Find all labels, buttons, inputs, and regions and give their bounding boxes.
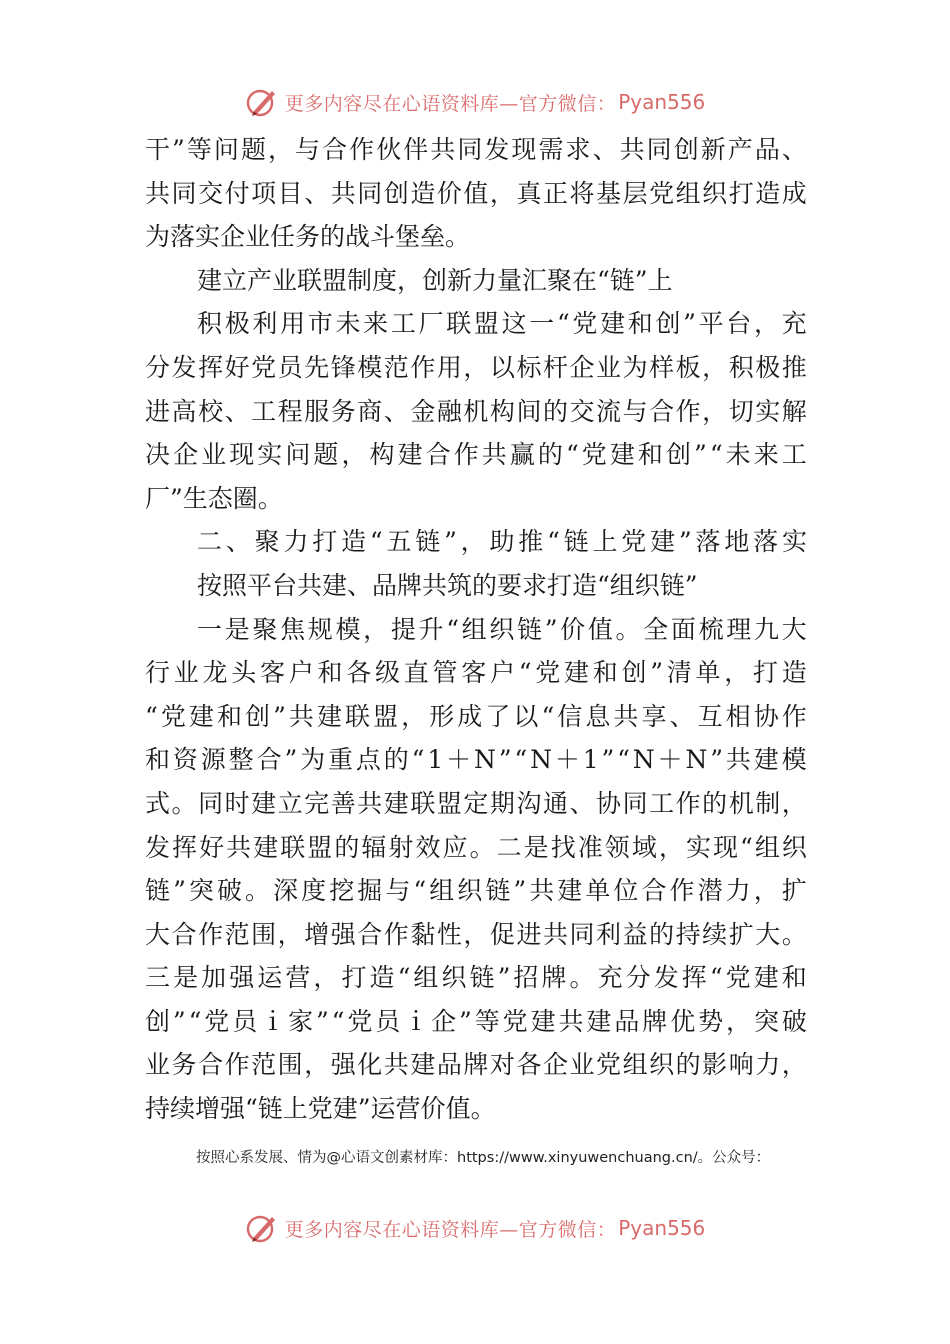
text-line: 决 企 业 现 实 问 题 ， 构 建 合 作 共 赢 的 “ 党 建 和 创 ” “ 未 来 工 xyxy=(145,440,807,470)
pen-logo-icon xyxy=(245,1211,279,1245)
text-line: 进 高 校 、 工 程 服 务 商 、 金 融 机 构 间 的 交 流 与 合 作 ， 切 实 解 xyxy=(145,396,807,426)
header-watermark-banner xyxy=(0,82,950,122)
text-line: 分 发 挥 好 党 员 先 锋 模 范 作 用 ， 以 标 杆 企 业 为 样 板 ， 积 极 推 xyxy=(145,352,807,382)
text-line: 二 、 聚 力 打 造 “ 五 链 ” ， 助 推 “ 链 上 党 建 ” 落 地 落 实 xyxy=(197,527,807,557)
text-line: 厂”生态圈。 xyxy=(145,483,283,513)
text-line: 建立产业联盟制度，创新力量汇聚在“链”上 xyxy=(197,265,673,295)
document-body xyxy=(145,128,807,1131)
text-line: 式 。 同 时 建 立 完 善 共 建 联 盟 定 期 沟 通 、 协 同 工 作 的 机 制 ， xyxy=(145,788,807,818)
text-line: 共 同 交 付 项 目 、 共 同 创 造 价 值 ， 真 正 将 基 层 党 组 织 打 造 成 xyxy=(145,178,807,208)
text-line: “ 党 建 和 创 ” 共 建 联 盟 ， 形 成 了 以 “ 信 息 共 享 、 互 相 协 作 xyxy=(145,701,807,731)
footer-watermark-banner xyxy=(0,1208,950,1248)
banner-wechat-id: Pyan556 xyxy=(618,1216,706,1240)
text-line: 发 挥 好 共 建 联 盟 的 辐 射 效 应 。 二 是 找 准 领 域 ， 实 现 “ 组 织 xyxy=(145,832,807,862)
banner-wechat-id: Pyan556 xyxy=(618,90,706,114)
text-line: 为落实企业任务的战斗堡垒。 xyxy=(145,222,471,252)
banner-text: 更多内容尽在心语资料库—官方微信： xyxy=(284,92,617,115)
text-line: 业 务 合 作 范 围 ， 强 化 共 建 品 牌 对 各 企 业 党 组 织 的 影 响 力 ， xyxy=(145,1050,807,1080)
text-line: 持续增强“链上党建”运营价值。 xyxy=(145,1094,496,1124)
pen-logo-icon xyxy=(245,85,279,119)
text-line: 和 资 源 整 合 ” 为 重 点 的 “ 1 ＋ N ” “ N ＋ 1 ” “ N ＋ N ” 共 建 模 xyxy=(145,745,807,775)
text-line: 行 业 龙 头 客 户 和 各 级 直 管 客 户 “ 党 建 和 创 ” 清 单 ， 打 造 xyxy=(145,658,807,688)
source-footnote: 按照心系发展、情为@心语文创素材库：https://www.xinyuwenchuang.cn/。公众号： xyxy=(196,1150,771,1166)
text-line: 干 ” 等 问 题 ， 与 合 作 伙 伴 共 同 发 现 需 求 、 共 同 创 新 产 品 、 xyxy=(145,135,807,164)
text-line: 链 ” 突 破 。 深 度 挖 掘 与 “ 组 织 链 ” 共 建 单 位 合 作 潜 力 ， 扩 xyxy=(145,876,807,906)
text-line: 创 ” “ 党 员 ｉ 家 ” “ 党 员 ｉ 企 ” 等 党 建 共 建 品 牌 优 势 ， 突 破 xyxy=(145,1006,807,1036)
text-line: 大 合 作 范 围 ， 增 强 合 作 黏 性 ， 促 进 共 同 利 益 的 持 续 扩 大 。 xyxy=(145,919,807,949)
banner-text: 更多内容尽在心语资料库—官方微信： xyxy=(284,1218,617,1241)
text-line: 三 是 加 强 运 营 ， 打 造 “ 组 织 链 ” 招 牌 。 充 分 发 挥 “ 党 建 和 xyxy=(145,963,807,993)
text-line: 积 极 利 用 市 未 来 工 厂 联 盟 这 一 “ 党 建 和 创 ” 平 台 ， 充 xyxy=(197,309,807,339)
text-line: 按照平台共建、品牌共筑的要求打造“组织链” xyxy=(197,570,698,600)
text-line: 一 是 聚 焦 规 模 ， 提 升 “ 组 织 链 ” 价 值 。 全 面 梳 理 九 大 xyxy=(197,614,807,644)
